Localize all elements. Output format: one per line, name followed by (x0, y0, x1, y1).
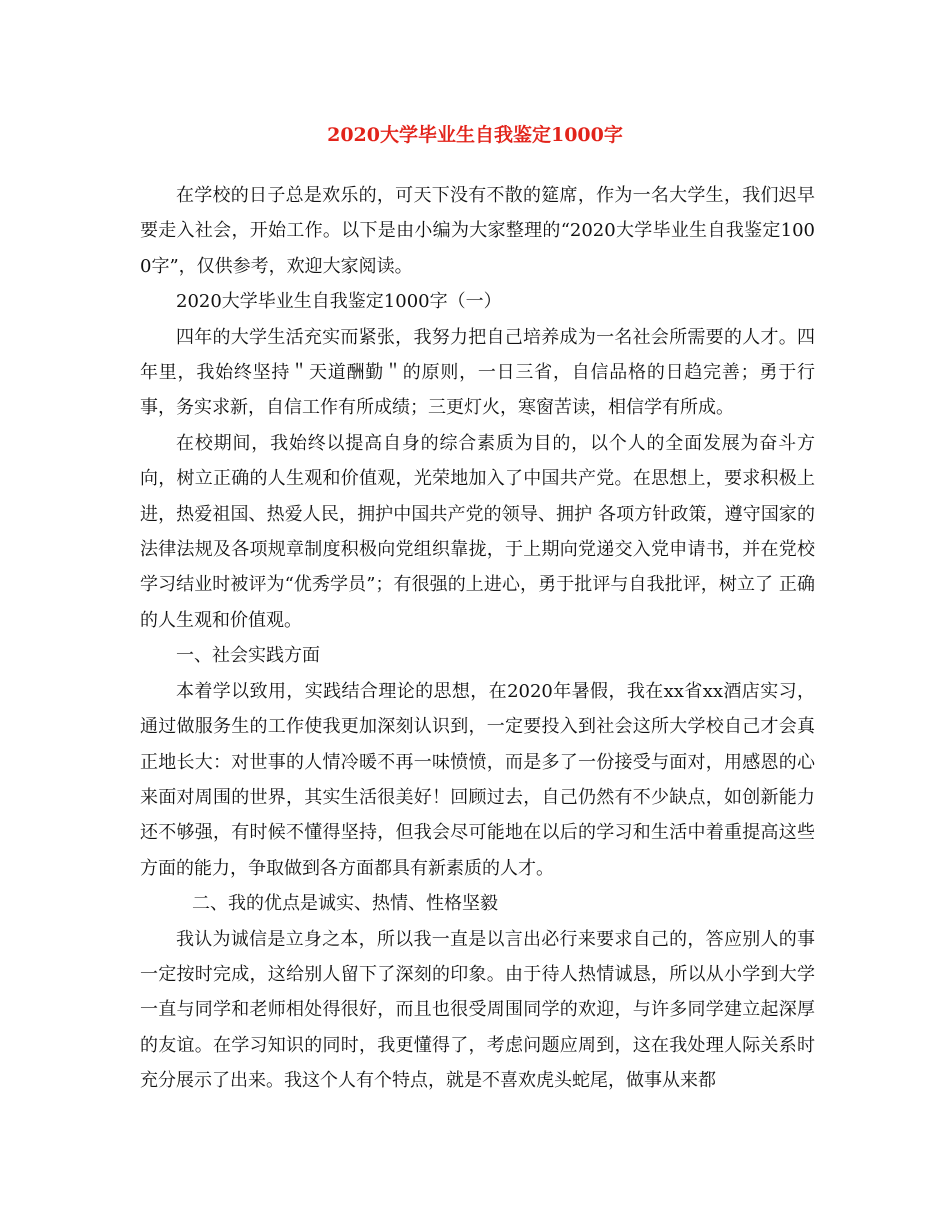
paragraph-merits: 我认为诚信是立身之本，所以我一直是以言出必行来要求自己的，答应别人的事一定按时完成，这给别人留下了深刻的印象。由于待人热情诚恳，所以从小学到大学一直与同学和老师相处得很好，而且也很受周围同学的欢迎，与许多同学建立起深厚的友谊。在学习知识的同时，我更懂得了，考虑问题应周到，这在我处理人际关系时充分展示了出来。我这个人有个特点，就是不喜欢虎头蛇尾，做事从来都 (140, 928, 815, 1092)
document-title: 2020大学毕业生自我鉴定1000字 (327, 124, 623, 146)
document-body (140, 178, 815, 1099)
paragraph-social-practice: 本着学以致用，实践结合理论的思想，在2020年暑假，我在xx省xx酒店实习，通过做服务生的工作使我更加深刻认识到，一定要投入到社会这所大学校自己才会真正地长大：对世事的人情冷暖不再一味愤愤，而是多了一份接受与面对，用感恩的心来面对周围的世界，其实生活很美好！回顾过去，自己仍然有不少缺点，如创新能力还不够强，有时候不懂得坚持，但我会尽可能地在以后的学习和生活中着重提高这些方面的能力，争取做到各方面都具有新素质的人才。 (140, 680, 815, 879)
heading-social-practice: 一、社会实践方面 (176, 645, 320, 667)
paragraph-school-period: 在校期间，我始终以提高自身的综合素质为目的，以个人的全面发展为奋斗方向，树立正确的人生观和价值观，光荣地加入了中国共产党。在思想上，要求积极上进，热爱祖国、热爱人民，拥护中国共产党的领导、拥护 各项方针政策，遵守国家的法律法规及各项规章制度积极向党组织靠拢，于上期向党递交入党申请书，并在党校学习结业时被评为“优秀学员”；有很强的上进心，勇于批评与自我批评，树立了 正确的人生观和价值观。 (140, 432, 815, 631)
section-one-heading: 2020大学毕业生自我鉴定1000字（一） (176, 291, 502, 313)
heading-merits: 二、我的优点是诚实、热情、性格坚毅 (192, 893, 498, 915)
paragraph-four-years: 四年的大学生活充实而紧张，我努力把自己培养成为一名社会所需要的人才。四年里，我始终坚持＂天道酬勤＂的原则，一日三省，自信品格的日趋完善；勇于行事，务实求新，自信工作有所成绩；三更灯火，寒窗苦读，相信学有所成。 (140, 326, 815, 419)
intro-paragraph: 在学校的日子总是欢乐的，可天下没有不散的筵席，作为一名大学生，我们迟早要走入社会，开始工作。以下是由小编为大家整理的“2020大学毕业生自我鉴定1000字”，仅供参考，欢迎大家阅读。 (140, 185, 815, 277)
